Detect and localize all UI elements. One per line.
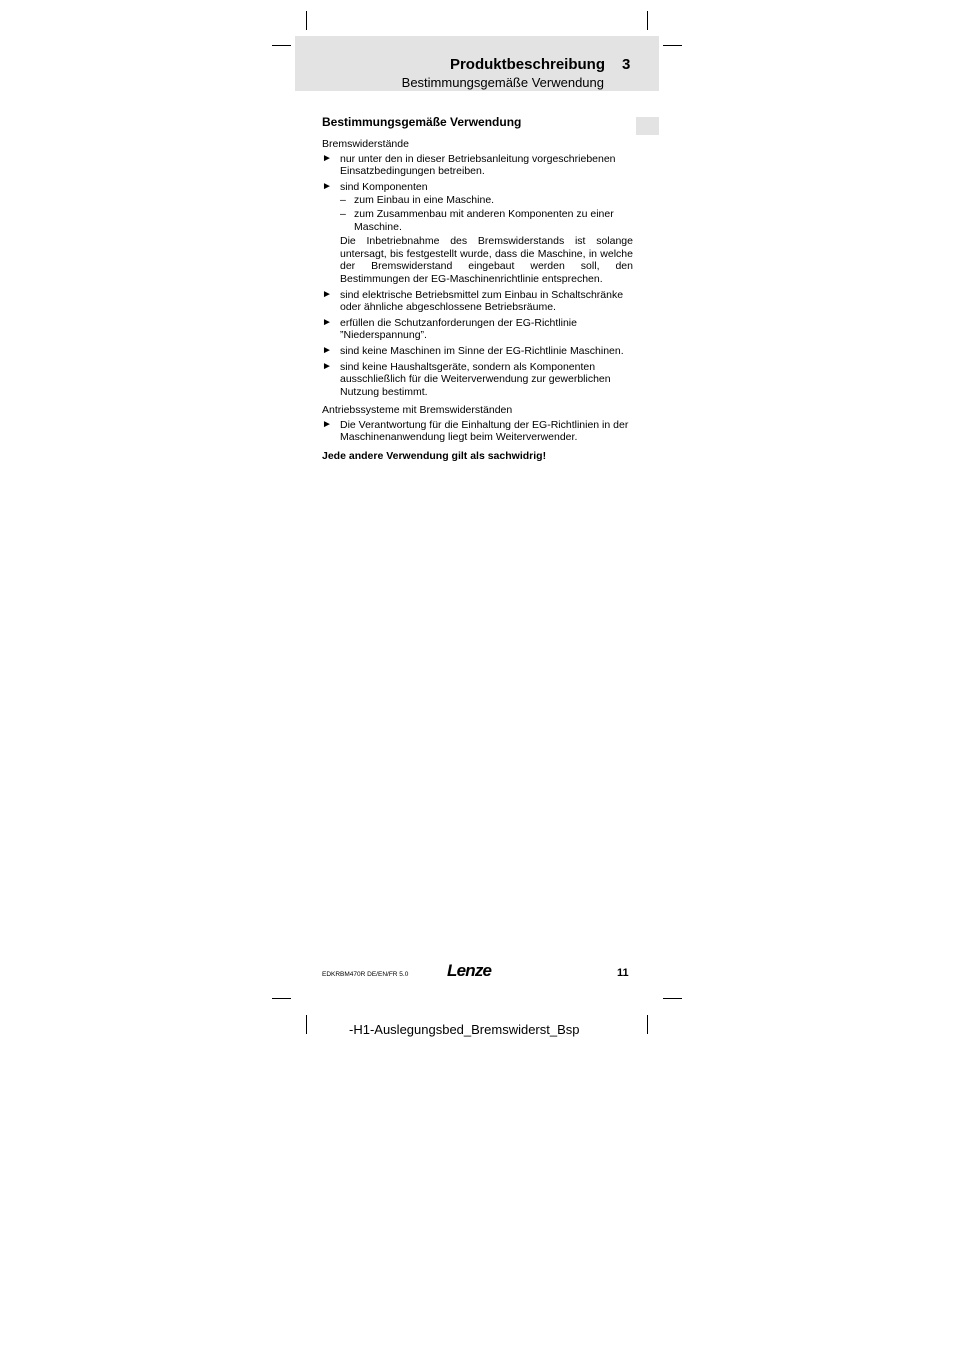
lenze-logo: Lenze (447, 961, 492, 980)
commissioning-note: Die Inbetriebnahme des Bremswiderstands ist solange untersagt, bis festgestellt wurde, dass die Maschine, in welche der Bremswiderstand eingebaut werden soll, den Bestimmungen der EG-Maschinenrichtlinie entsprechen. (340, 235, 633, 285)
crop-mark (272, 998, 291, 999)
crop-mark (663, 45, 682, 46)
dash-icon: – (340, 207, 346, 220)
chapter-title: Produktbeschreibung (449, 56, 605, 73)
triangle-right-icon: ► (322, 360, 332, 372)
triangle-right-icon: ► (322, 288, 332, 300)
list-item-text: sind Komponenten (340, 180, 428, 193)
sub-list-item-text: zum Zusammenbau mit anderen Komponenten zu einer Maschine. (354, 207, 614, 233)
crop-mark (647, 11, 648, 30)
sub-list-item (340, 208, 633, 233)
intro-text: Bremswiderstände (322, 138, 409, 150)
page-number: 11 (617, 967, 629, 979)
list-item-text: nur unter den in dieser Betriebsanleitung vorgeschriebenen Einsatzbedingungen betreiben. (340, 152, 616, 178)
closing-statement: Jede andere Verwendung gilt als sachwidrig! (322, 450, 547, 463)
intro-text-2: Antriebssysteme mit Bremswiderständen (322, 404, 513, 417)
crop-mark (306, 11, 307, 30)
list-item (322, 153, 633, 178)
list-item-text: sind keine Haushaltsgeräte, sondern als Komponenten ausschließlich für die Weiterverwendung zur gewerblichen Nutzung bestimmt. (340, 360, 611, 398)
triangle-right-icon: ► (322, 316, 332, 328)
list-item (322, 419, 633, 444)
triangle-right-icon: ► (322, 418, 332, 430)
sub-list-item-text: zum Einbau in eine Maschine. (354, 194, 495, 207)
crop-mark (663, 998, 682, 999)
chapter-number: 3 (622, 56, 631, 73)
list-item-text: sind elektrische Betriebsmittel zum Einbau in Schaltschränke oder ähnliche abgeschlossene Betriebsräume. (340, 288, 624, 314)
source-tag: -H1-Auslegungsbed_Bremswiderst_Bsp (349, 1022, 580, 1037)
list-item (322, 317, 633, 342)
list-item (322, 289, 633, 314)
list-item-text: Die Verantwortung für die Einhaltung der EG-Richtlinien in der Maschinenanwendung liegt beim Weiterverwender. (340, 418, 629, 444)
crop-mark (306, 1015, 307, 1034)
thumb-index-tab (636, 117, 659, 135)
chapter-subtitle: Bestimmungsgemäße Verwendung (401, 75, 604, 90)
crop-mark (647, 1015, 648, 1034)
bullet-list (322, 153, 633, 399)
crop-mark (272, 45, 291, 46)
list-item-text: erfüllen die Schutzanforderungen der EG-Richtlinie ”Niederspannung”. (340, 316, 577, 342)
triangle-right-icon: ► (322, 180, 332, 192)
list-item (322, 361, 633, 399)
sub-list-item (340, 194, 633, 207)
triangle-right-icon: ► (322, 152, 332, 164)
list-item (322, 345, 633, 358)
dash-icon: – (340, 194, 346, 207)
bullet-list-2 (322, 419, 633, 444)
section-content (322, 114, 633, 463)
triangle-right-icon: ► (322, 344, 332, 356)
document-code: EDKRBM470R DE/EN/FR 5.0 (322, 971, 409, 978)
dash-list (340, 194, 633, 233)
list-item-text: sind keine Maschinen im Sinne der EG-Richtlinie Maschinen. (340, 344, 624, 357)
list-item (322, 181, 633, 286)
section-heading: Bestimmungsgemäße Verwendung (322, 115, 522, 129)
